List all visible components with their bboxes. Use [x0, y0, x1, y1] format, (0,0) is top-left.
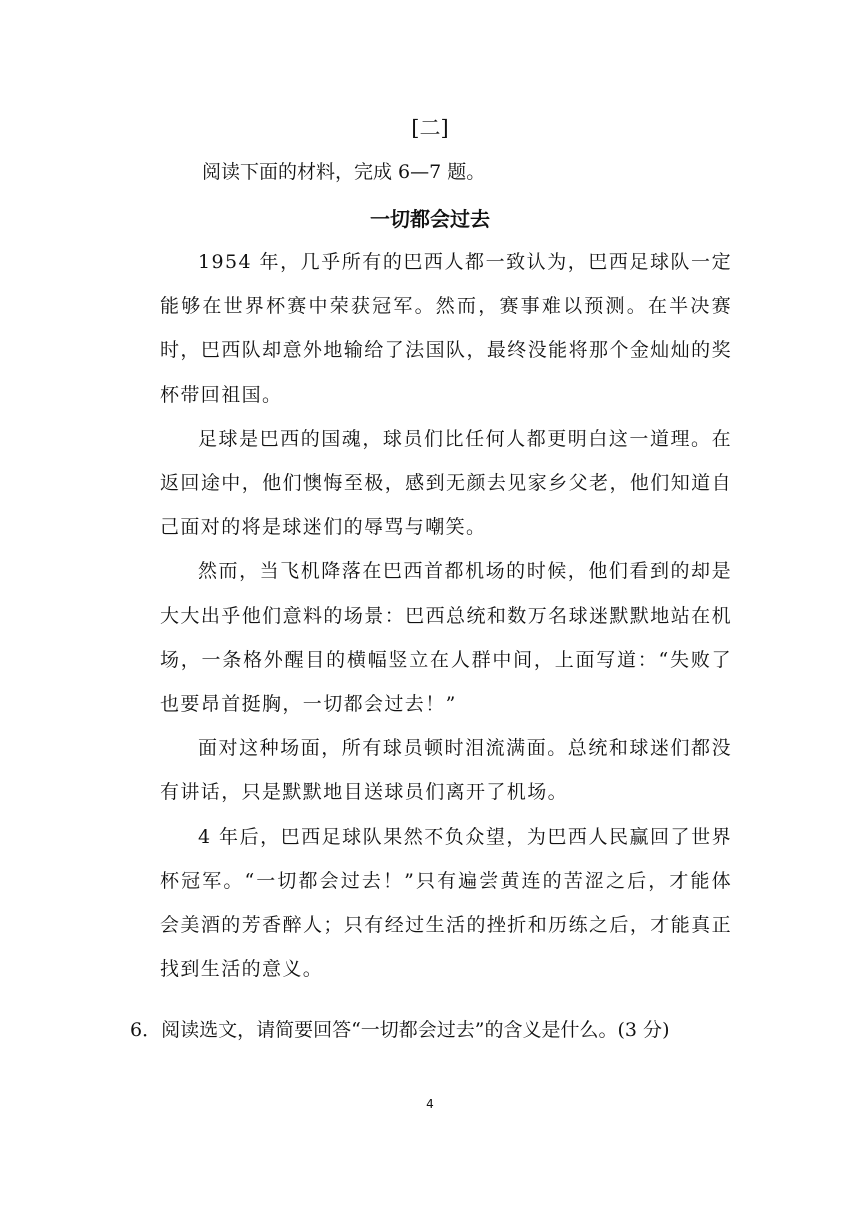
article-body: [160, 240, 732, 991]
article-paragraph-5: 4 年后，巴西足球队果然不负众望，为巴西人民赢回了世界杯冠军。“一切都会过去！”只有遍尝黄连的苦涩之后，才能体会美酒的芳香醉人；只有经过生活的挫折和历练之后，才能真正找到生活的意义。: [160, 825, 732, 981]
question-text: 阅读选文，请简要回答“一切都会过去”的含义是什么。(3 分): [161, 1019, 670, 1041]
question-number: 6．: [130, 1019, 162, 1041]
article-paragraph-3: 然而，当飞机降落在巴西首都机场的时候，他们看到的却是大大出乎他们意料的场景：巴西总统和数万名球迷默默地站在机场，一条格外醒目的横幅竖立在人群中间，上面写道：“失败了也要昂首挺胸，一切都会过去！”: [160, 560, 732, 716]
article-paragraph-1: 1954 年，几乎所有的巴西人都一致认为，巴西足球队一定能够在世界杯赛中荣获冠军。然而，赛事难以预测。在半决赛时，巴西队却意外地输给了法国队，最终没能将那个金灿灿的奖杯带回祖国。: [160, 251, 732, 406]
section-marker: [二]: [411, 116, 449, 140]
article-paragraph-4: 面对这种场面，所有球员顿时泪流满面。总统和球迷们都没有讲话，只是默默地目送球员们离开了机场。: [160, 737, 732, 804]
page-number: 4: [426, 1097, 434, 1111]
reading-instruction: 阅读下面的材料，完成 6—7 题。: [202, 161, 486, 183]
question-6: [130, 1008, 669, 1052]
article-paragraph-2: 足球是巴西的国魂，球员们比任何人都更明白这一道理。在返回途中，他们懊悔至极，感到无颜去见家乡父老，他们知道自己面对的将是球迷们的辱骂与嘲笑。: [160, 427, 732, 539]
article-title: 一切都会过去: [370, 207, 490, 231]
